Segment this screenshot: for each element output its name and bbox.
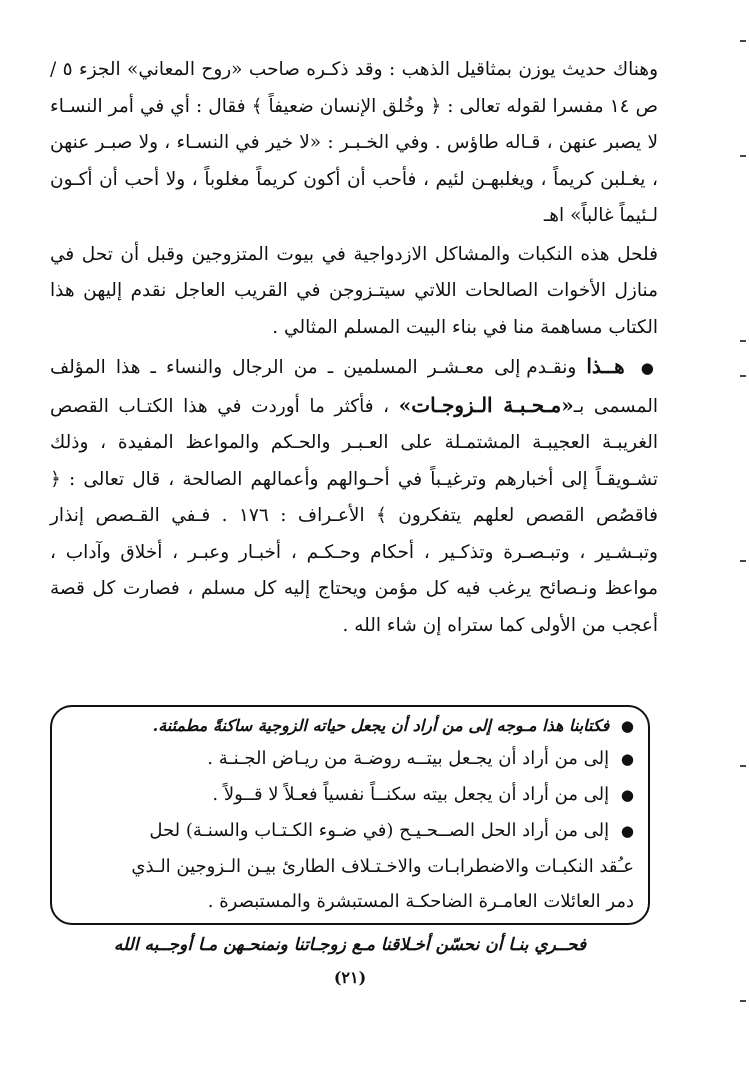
box-item-text: إلى من أراد أن يجـعل بيتــه روضـة من ريـاض الجـنـة . [207,748,610,769]
box-item [58,741,634,777]
box-item-text: إلى من أراد الحل الصــحـيـح (في ضـوء الكـتـاب والسنـة) لحل [149,820,610,841]
box-continuation: عـُقد النكبـات والاضطرابـات والاخـتـلاف الطارئ بيـن الـزوجين الـذي [131,856,634,877]
edge-mark [740,1000,746,1002]
edge-mark [740,765,746,767]
bullet-icon: ● [620,822,634,840]
page-body [50,52,658,644]
paragraph-hadha [50,348,658,644]
book-title: «مـحـبـة الـزوجـات» [398,392,574,417]
edge-mark [740,40,746,42]
edge-mark [740,340,746,342]
highlight-box [50,705,650,925]
edge-mark [740,560,746,562]
bullet-icon: ● [620,717,634,735]
box-continuation: دمر العائلات العامـرة الضاحكـة المستبشرة والمستبصرة . [207,891,634,912]
text-after-title: ، فأكثر ما أوردت في هذا الكتـاب القصص الغريبـة العجيبـة المشتمـلة على العـبـر والحـكم والمواعظ المفيدة ، وذلك تشـويقـاً إلى أخبارهم وترغيـباً في أحـوالهم وأعمالهم الصالحة ، قال تعالى : ﴿ فاقصُص القصص لعلهم يتفكرون ﴾ الأعـراف : ١٧٦ . فـفي القـصص إنذار وتبـشـير ، وتبـصـرة وتذكـير ، أحكام وحـكـم ، أخبـار وعبـر ، أخلاق وآداب ، مواعظ ونـصائح يرغب فيه كل مؤمن ويحتاج إليه كل مسلم ، فصارت كل قصة أعجب من الأولى كما ستراه إن شاء الله . [50,395,659,636]
box-item [58,777,634,813]
closing-line: فحــري بنـا أن نحسّن أخـلاقنا مـع زوجـاتنا ونمنحـهن مـا أوجــبه الله [113,935,587,955]
paragraph-book-purpose: فلحل هذه النكبات والمشاكل الازدواجية في بيوت المتزوجين وقبل أن تحل في منازل الأخوات الصالحات اللاتي سيتـزوجن في القريب العاجل نقدم إليهن هذا الكتاب مساهمة منا في بناء البيت المسلم المثالي . [50,243,658,338]
keyword-hadha: هــذا [586,354,625,378]
edge-mark [740,375,746,377]
bullet-icon: ● [620,786,634,804]
edge-mark [740,155,746,157]
page-number: (٢١) [333,968,367,987]
box-heading-line [58,711,634,741]
box-heading: فكتابنا هذا مـوجه إلى من أراد أن يجعل حياته الزوجية ساكنةً مطمئنة. [152,716,610,735]
box-item [58,813,634,849]
box-item-text: إلى من أراد أن يجعل بيته سكنــاً نفسياً فعـلاً لا قــولاً . [212,784,610,805]
bullet-icon: ● [640,359,659,377]
paragraph-hadith: وهناك حديث يوزن بمثاقيل الذهب : وقد ذكـره صاحب «روح المعاني» الجزء ٥ / ص ١٤ مفسرا لقوله تعالى : ﴿ وخُلق الإنسان ضعيفاً ﴾ فقال : أي في أمر النسـاء لا يصبر عنهن ، قـاله طاؤس . وفي الخـبـر : «لا خير في النسـاء ، ولا صبـر عنهن ، يغـلبن كريماً ، ويغلبهـن لئيم ، فأحب أن أكون كريماً مغلوباً ، ولا أحب أن أكـون لـئيماً غالباً» اهـ [50,59,658,226]
bullet-icon: ● [620,750,634,768]
text-before-title: ونقـدم إلى معـشـر المسلمين ـ من الرجال والنساء ـ هذا المؤلف المسمى بـ [50,357,658,417]
